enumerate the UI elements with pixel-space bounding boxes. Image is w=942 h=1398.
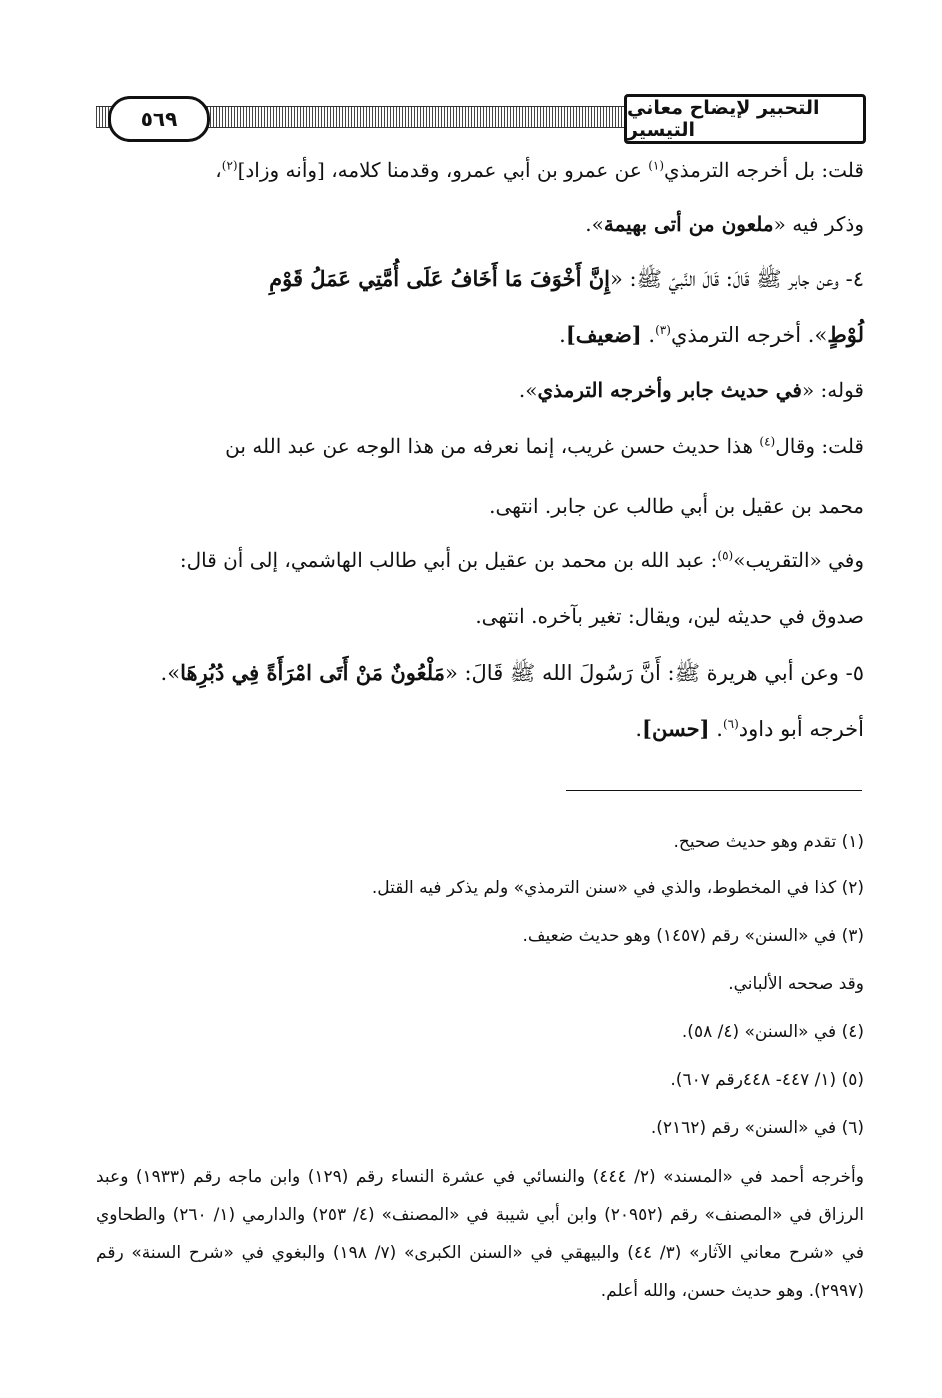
quoted-hadith: ملعون من أتى بهيمة (603, 212, 774, 236)
footnote-divider (566, 790, 862, 791)
hadith-4-line-1: ٤- وعن جابر ﷺ قَالَ: قَالَ النَّبيّ ﷺ: «إِنَّ أَخْوَفَ مَا أَخَافُ عَلَى أُمَّتِي عَمَلُ قَوْمِ (269, 266, 864, 291)
paragraph-1-line-2: وذكر فيه «ملعون من أتى بهيمة». (585, 212, 864, 236)
page-header (96, 92, 866, 144)
footnote-ref-2[interactable]: (٢) (221, 158, 238, 173)
commentary-quote: قوله: «في حديث جابر وأخرجه الترمذي». (518, 378, 864, 402)
hadith-5-text: مَلْعُونٌ مَنْ أَتَى امْرَأَةً فِي دُبُرِهَا (180, 660, 445, 685)
paragraph-5-line-1: قلت: وقال$^{(٤)}$ هذا حديث حسن غريب، إنما نعرفه من هذا الوجه عن عبد الله بن (225, 434, 864, 458)
footnote-2: (٢) كذا في المخطوط، والذي في «سنن الترمذي» ولم يذكر فيه القتل. (371, 878, 864, 898)
hadith-5-line-1: ٥- وعن أبي هريرة ﷺ: أَنَّ رَسُولَ الله ﷺ قَالَ: «مَلْعُونٌ مَنْ أَتَى امْرَأَةً فِي دُبُرِهَا». (160, 660, 864, 685)
footnote-3-continued: وقد صححه الألباني. (728, 974, 864, 994)
grade-weak: [ضعيف] (565, 322, 642, 347)
footnote-6-sources: وأخرجه أحمد في «المسند» (٢/ ٤٤٤) والنسائي في عشرة النساء رقم (١٢٩) وابن ماجه رقم (١٩٣٣) وعبد الرزاق في «المصنف» رقم (٢٠٩٥٢) وابن أبي شيبة في «المصنف» (٤/ ٢٥٣) والدارمي (١/ ٢٦٠) والطحاوي في «شرح معاني الآثار» (٣/ ٤٤) والبيهقي في «السنن الكبرى» (٧/ ١٩٨) والبغوي في «شرح السنة» رقم (٢٩٩٧). وهو حديث حسن، والله أعلم. (96, 1167, 865, 1301)
page-number: ٥٦٩ (108, 96, 210, 142)
footnote-ref-3[interactable]: (٣) (655, 323, 671, 337)
footnote-1: (١) تقدم وهو حديث صحيح. (673, 832, 864, 852)
hadith-4-line-2: لُوْطٍ». أخرجه الترمذي$^{(٣)}$. [ضعيف]. (559, 322, 864, 347)
footnote-ref-5[interactable]: (٥) (717, 548, 734, 563)
footnote-ref-1[interactable]: (١) (648, 158, 665, 173)
footnote-3: (٣) في «السنن» رقم (١٤٥٧) وهو حديث ضعيف. (522, 926, 864, 946)
footnote-ref-4[interactable]: (٤) (759, 434, 776, 449)
footnote-ref-6[interactable]: (٦) (722, 717, 739, 731)
hadith-5-line-2: أخرجه أبو داود$^{(٦)}$. [حسن]. (635, 716, 864, 741)
footnote-5: (٥) (١/ ٤٤٧- ٤٤٨رقم ٦٠٧). (670, 1070, 864, 1090)
footnote-4: (٤) في «السنن» (٤/ ٥٨). (681, 1022, 864, 1042)
grade-good: [حسن] (642, 716, 710, 741)
hadith-4-text: إِنَّ أَخْوَفَ مَا أَخَافُ عَلَى أُمَّتِي عَمَلُ قَوْمِ (269, 266, 610, 291)
paragraph-6-line-1: وفي «التقريب»$^{(٥)}$: عبد الله بن محمد بن عقيل بن أبي طالب الهاشمي، إلى أن قال: (179, 548, 864, 572)
footnote-6: (٦) في «السنن» رقم (٢١٦٢). (650, 1118, 864, 1138)
book-title: التحبير لإيضاح معاني التيسير (624, 94, 866, 144)
paragraph-5-line-2: محمد بن عقيل بن أبي طالب عن جابر. انتهى. (489, 494, 864, 518)
paragraph-6-line-2: صدوق في حديثه لين، ويقال: تغير بآخره. انتهى. (475, 604, 864, 628)
paragraph-1-line-1: قلت: بل أخرجه الترمذي$^{(١)}$ عن عمرو بن أبي عمرو، وقدمنا كلامه، [وأنه وزاد]$^{(٢)}$، (215, 158, 864, 182)
